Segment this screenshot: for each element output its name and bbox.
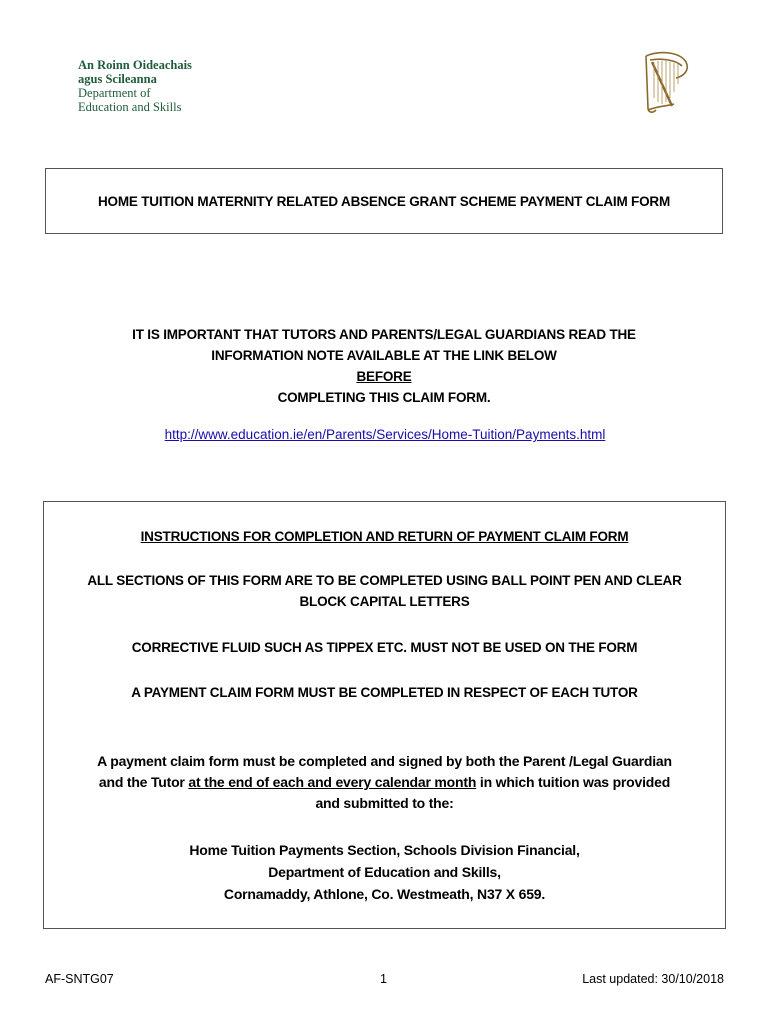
instruction-rule-1-line-2: BLOCK CAPITAL LETTERS: [299, 594, 470, 609]
important-line-1: IT IS IMPORTANT THAT TUTORS AND PARENTS/LEGAL GUARDIANS READ THE: [132, 327, 636, 342]
logo-line-irish-2: agus Scileanna: [78, 72, 157, 86]
last-updated: Last updated: 30/10/2018: [582, 972, 724, 986]
instructions-heading: INSTRUCTIONS FOR COMPLETION AND RETURN OF PAYMENT CLAIM FORM: [140, 529, 629, 544]
instruction-paragraph: [44, 751, 725, 814]
form-code: AF-SNTG07: [45, 972, 114, 986]
paragraph-line-2-pre: and the Tutor: [98, 774, 189, 790]
harp-emblem-icon: [636, 48, 692, 118]
paragraph-line-3: and submitted to the:: [315, 795, 454, 811]
paragraph-line-2-underlined: at the end of each and every calendar month: [188, 774, 477, 790]
important-line-4: COMPLETING THIS CLAIM FORM.: [277, 390, 491, 405]
logo-line-irish-1: An Roinn Oideachais: [78, 58, 192, 72]
instruction-rule-1: [44, 570, 725, 612]
important-before: BEFORE: [356, 369, 412, 384]
information-note-link[interactable]: http://www.education.ie/en/Parents/Services/Home-Tuition/Payments.html: [164, 427, 606, 442]
page-number: 1: [380, 972, 387, 986]
instruction-rule-3: A PAYMENT CLAIM FORM MUST BE COMPLETED IN RESPECT OF EACH TUTOR: [131, 685, 638, 700]
return-address: [44, 839, 725, 905]
form-title-box: [45, 168, 723, 234]
address-line-1: Home Tuition Payments Section, Schools Division Financial,: [189, 842, 580, 858]
form-title: HOME TUITION MATERNITY RELATED ABSENCE GRANT SCHEME PAYMENT CLAIM FORM: [97, 193, 670, 209]
paragraph-line-2: [44, 772, 725, 793]
department-logo-text: [78, 58, 192, 114]
logo-line-english-2: Education and Skills: [78, 100, 182, 114]
paragraph-line-2-post: in which tuition was provided: [476, 774, 671, 790]
address-line-3: Cornamaddy, Athlone, Co. Westmeath, N37 X 659.: [223, 886, 546, 902]
instruction-rule-1-line-1: ALL SECTIONS OF THIS FORM ARE TO BE COMPLETED USING BALL POINT PEN AND CLEAR: [87, 573, 682, 588]
logo-line-english-1: Department of: [78, 86, 151, 100]
paragraph-line-1: A payment claim form must be completed and signed by both the Parent /Legal Guardian: [97, 753, 672, 769]
important-notice: [45, 324, 723, 408]
instruction-rule-2: CORRECTIVE FLUID SUCH AS TIPPEX ETC. MUST NOT BE USED ON THE FORM: [131, 640, 638, 655]
important-line-2: INFORMATION NOTE AVAILABLE AT THE LINK BELOW: [211, 348, 557, 363]
address-line-2: Department of Education and Skills,: [268, 864, 501, 880]
instructions-box: [43, 501, 726, 929]
